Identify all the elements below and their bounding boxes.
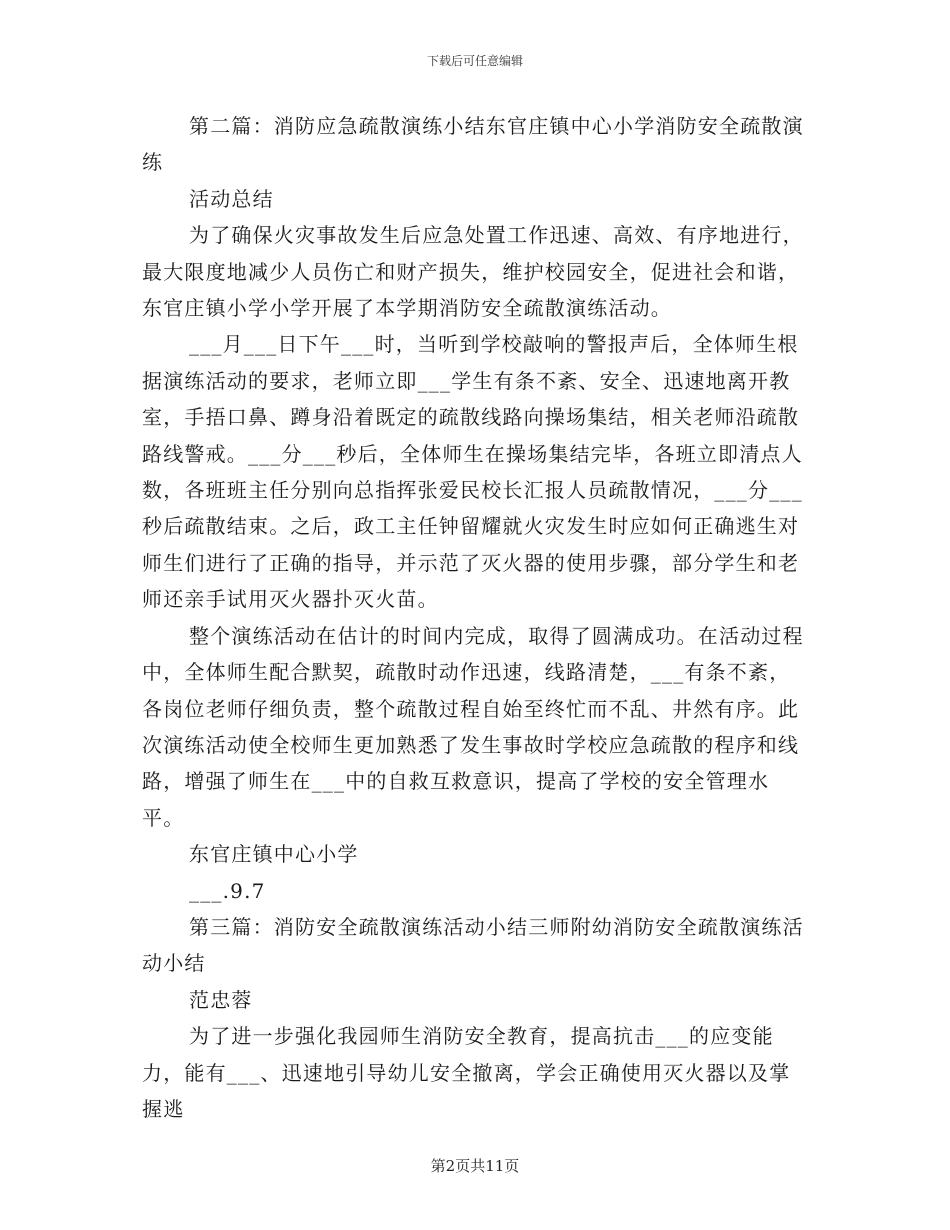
paragraph-section-three-title: 第三篇：消防安全疏散演练活动小结三师附幼消防安全疏散演练活动小结	[142, 914, 804, 976]
page-footer: 第2页共11页	[430, 1157, 520, 1175]
paragraph-drill-process: ___月___日下午___时，当听到学校敲响的警报声后，全体师生根据演练活动的要求，老师立即___学生有条不紊、安全、迅速地离开教室，手捂口鼻、蹲身沿着既定的疏散线路向操场集结，相关老师沿疏散路线警戒。___分___秒后，全体师生在操场集结完毕，各班立即清点人数，各班班主任分别向总指挥张爱民校长汇报人员疏散情况，___分___秒后疏散结束。之后，政工主任钟留耀就火灾发生时应如何正确逃生对师生们进行了正确的指导，并示范了灭火器的使用步骤，部分学生和老师还亲手试用灭火器扑灭火苗。	[142, 332, 803, 612]
paragraph-drill-result: 整个演练活动在估计的时间内完成，取得了圆满成功。在活动过程中，全体师生配合默契，疏散时动作迅速，线路清楚，___有条不紊，各岗位老师仔细负责，整个疏散过程自始至终忙而不乱、井然有序。此次演练活动使全校师生更加熟悉了发生事故时学校应急疏散的程序和线路，增强了师生在___中的自救互救意识，提高了学校的安全管理水平。	[142, 623, 804, 830]
document-body	[142, 108, 810, 1127]
paragraph-purpose: 为了确保火灾事故发生后应急处置工作迅速、高效、有序地进行，最大限度地减少人员伤亡和财产损失，维护校园安全，促进社会和谐，东官庄镇小学小学开展了本学期消防安全疏散演练活动。	[142, 223, 804, 321]
paragraph-signature-date: ___.9.7	[189, 878, 266, 903]
paragraph-section-three-intro: 为了进一步强化我园师生消防安全教育，提高抗击___的应变能力，能有___、迅速地引导幼儿安全撤离，学会正确使用灭火器以及掌握逃	[142, 1024, 791, 1121]
paragraph-signature-school: 东官庄镇中心小学	[189, 842, 359, 867]
page-header: 下载后可任意编辑	[426, 54, 523, 68]
paragraph-section-two-title: 第二篇：消防应急疏散演练小结东官庄镇中心小学消防安全疏散演练	[142, 114, 804, 175]
paragraph-activity-summary: 活动总结	[189, 186, 274, 211]
paragraph-author: 范忠蓉	[189, 987, 253, 1012]
